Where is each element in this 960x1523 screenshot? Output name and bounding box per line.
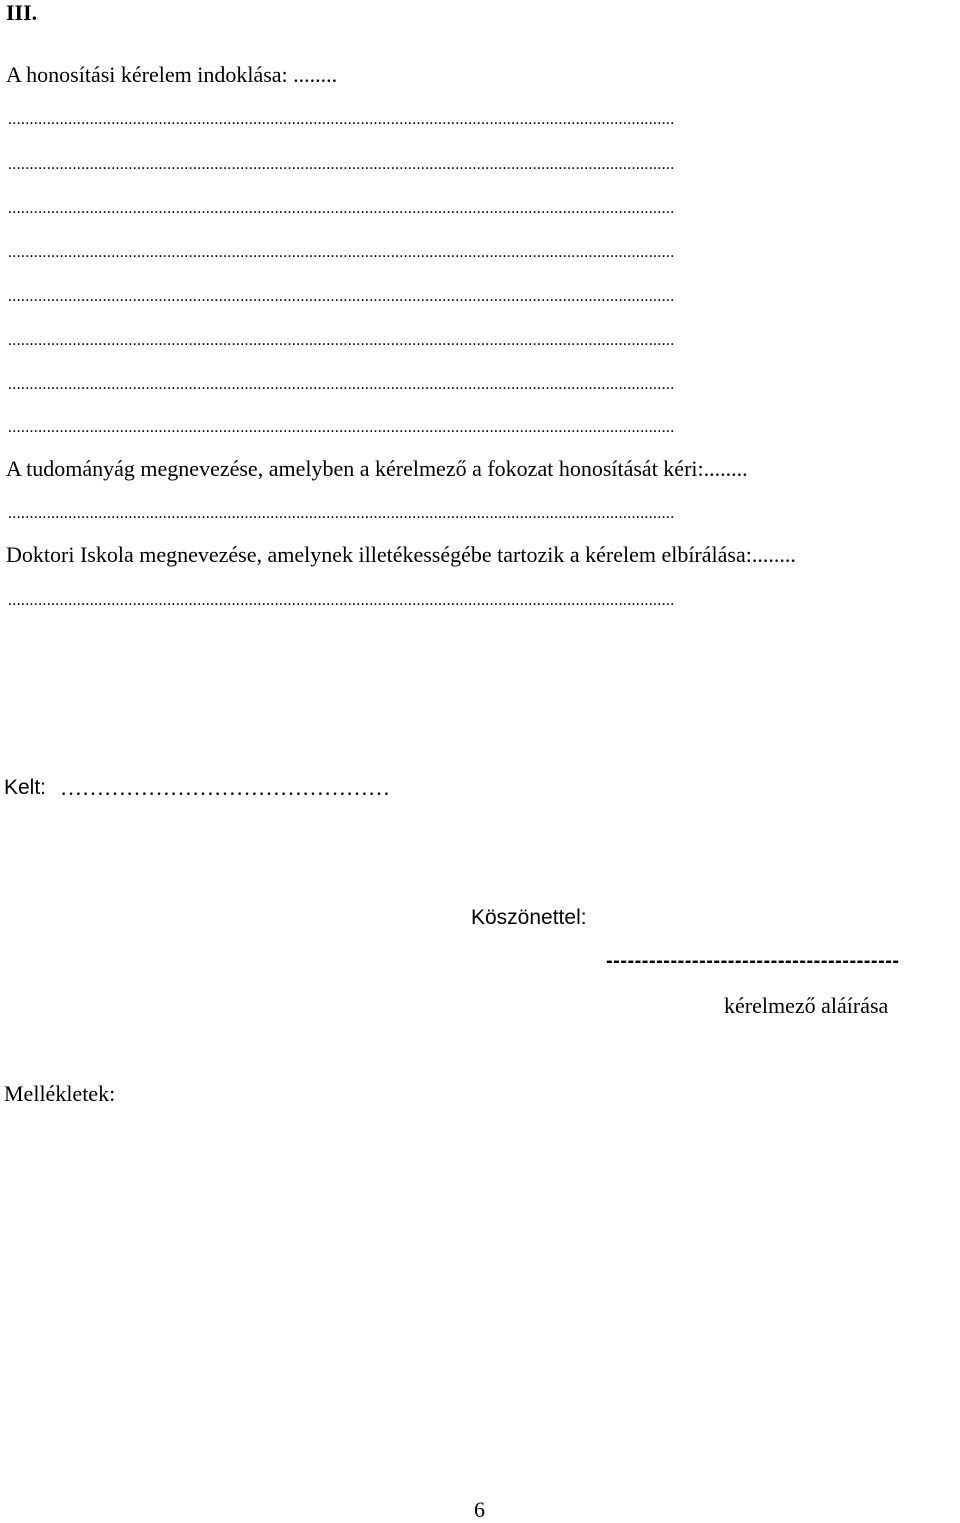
justification-dot-line: ...........................................................................................................................................................	[8, 332, 675, 349]
justification-label: A honosítási kérelem indoklása: ........	[6, 62, 338, 87]
field-dot-line: ...........................................................................................................................................................	[8, 505, 675, 522]
justification-dot-line: ...........................................................................................................................................................	[8, 156, 675, 173]
section-heading: III.	[6, 0, 38, 25]
signature-line: -----------------------------------------	[606, 950, 900, 972]
justification-dot-line: ...........................................................................................................................................................	[8, 376, 675, 393]
justification-dot-line: ...........................................................................................................................................................	[8, 111, 675, 128]
signature-label: kérelmező aláírása	[724, 993, 889, 1018]
field-label: A tudományág megnevezése, amelyben a kérelmező a fokozat honosítását kéri:........	[6, 456, 748, 481]
justification-dot-line: ...........................................................................................................................................................	[8, 200, 675, 217]
attachments-label: Mellékletek:	[4, 1081, 116, 1106]
justification-dot-line: ...........................................................................................................................................................	[8, 419, 675, 436]
date-label: Kelt:	[4, 776, 47, 799]
school-label: Doktori Iskola megnevezése, amelynek illetékességébe tartozik a kérelem elbírálása:........	[6, 542, 796, 567]
justification-dot-line: ...........................................................................................................................................................	[8, 244, 675, 261]
closing-text: Köszönettel:	[471, 906, 587, 929]
school-dot-line: ...........................................................................................................................................................	[8, 592, 675, 609]
page-number: 6	[474, 1497, 485, 1522]
justification-dot-line: ...........................................................................................................................................................	[8, 288, 675, 305]
date-fill: ………………………………………	[60, 775, 390, 800]
